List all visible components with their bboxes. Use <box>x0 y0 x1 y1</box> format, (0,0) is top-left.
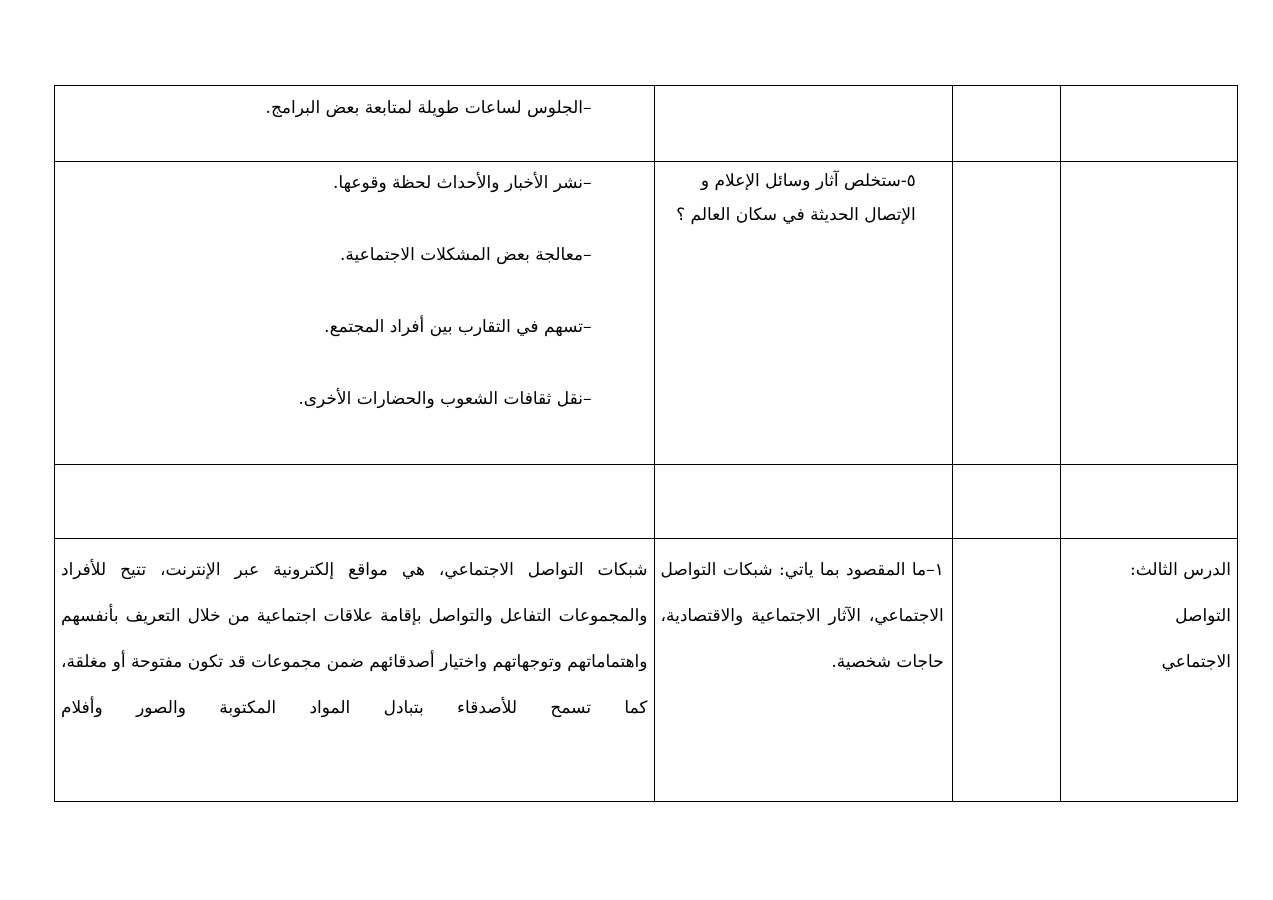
table-row <box>55 539 1238 802</box>
question-cell <box>654 162 952 465</box>
lesson-cell <box>1060 539 1237 802</box>
lesson-table <box>54 85 1238 802</box>
question-cell <box>654 539 952 802</box>
content-item: –الجلوس لساعات طويلة لمتابعة بعض البرامج. <box>265 98 592 118</box>
content-item: –معالجة بعض المشكلات الاجتماعية. <box>339 245 592 265</box>
table-row <box>55 86 1238 162</box>
empty-cell <box>952 162 1060 465</box>
lesson-title <box>1061 539 1237 685</box>
content-cell <box>55 162 655 465</box>
lesson-cell <box>1060 465 1237 539</box>
content-cell <box>55 539 655 802</box>
lesson-cell <box>1060 86 1237 162</box>
content-cell <box>55 465 655 539</box>
empty-cell <box>952 539 1060 802</box>
question-cell <box>654 86 952 162</box>
question-text: ١–ما المقصود بما ياتي: شبكات التواصل الاجتماعي، الآثار الاجتماعية والاقتصادية، حاجات شخصية. <box>660 560 944 672</box>
lesson-title-line: الاجتماعي <box>1161 652 1231 672</box>
content-item: –نشر الأخبار والأحداث لحظة وقوعها. <box>332 173 592 193</box>
question-text: ٥-ستخلص آثار وسائل الإعلام و الإتصال الحديثة في سكان العالم ؟ <box>676 171 916 225</box>
empty-cell <box>952 465 1060 539</box>
content-cell <box>55 86 655 162</box>
lesson-title-line: التواصل <box>1175 606 1231 626</box>
lesson-title-line: الدرس الثالث: <box>1129 560 1231 580</box>
table-row <box>55 465 1238 539</box>
lesson-cell <box>1060 162 1237 465</box>
definition-text: شبكات التواصل الاجتماعي، هي مواقع إلكترونية عبر الإنترنت، تتيح للأفراد والمجموعات التفاعل والتواصل بإقامة علاقات اجتماعية من خلال التعريف بأنفسهم واهتماماتهم وتوجهاتهم واختيار أصدقائهم ضمن مجموعات قد تكون مفتوحة أو مغلقة، كما تسمح للأصدقاء بتبادل المواد المكتوبة والصور وأفلام <box>61 560 648 718</box>
question-cell <box>654 465 952 539</box>
table-row <box>55 162 1238 465</box>
content-item: –نقل ثقافات الشعوب والحضارات الأخرى. <box>298 389 592 409</box>
empty-cell <box>952 86 1060 162</box>
content-item: –تسهم في التقارب بين أفراد المجتمع. <box>324 317 592 337</box>
